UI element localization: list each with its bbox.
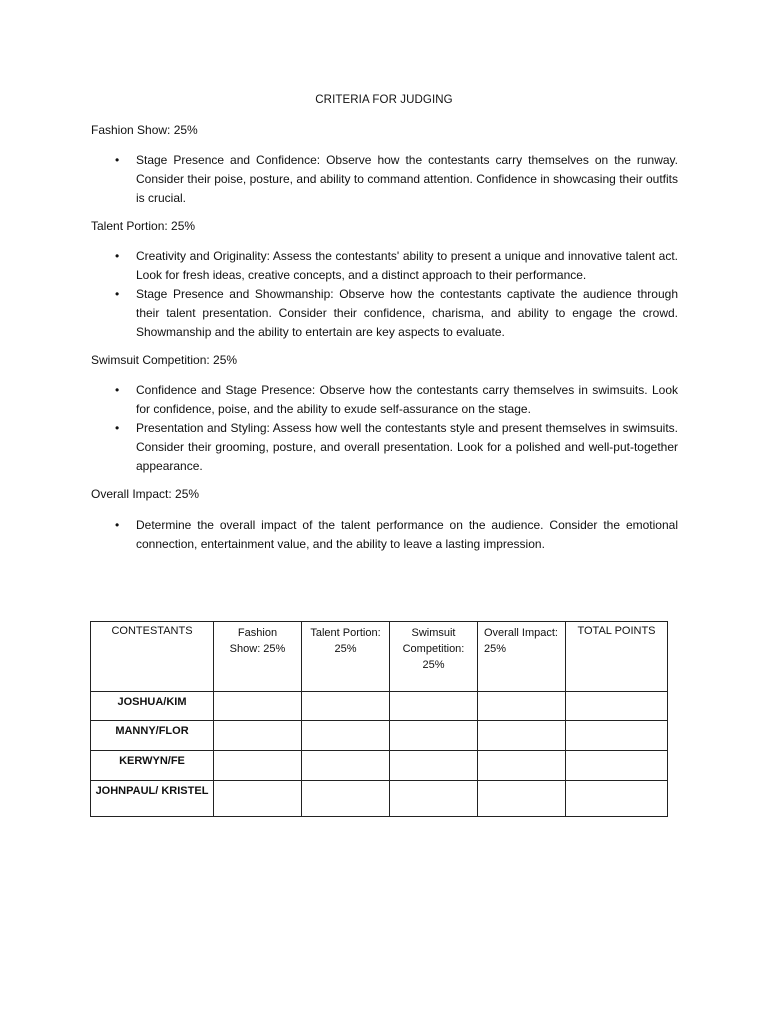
table-row — [91, 751, 668, 781]
bullet-item — [91, 285, 678, 342]
table-row — [91, 781, 668, 817]
bullet-list-overall-impact — [91, 516, 678, 554]
score-cell[interactable] — [214, 721, 302, 751]
bullet-list-talent-portion — [91, 247, 678, 342]
bullet-text: Creativity and Originality: Assess the contestants' ability to present a unique and innovative talent act. Look for fresh ideas, creative concepts, and a distinct approach to their performance. — [136, 249, 678, 282]
score-cell[interactable] — [214, 751, 302, 781]
contestant-name: MANNY/FLOR — [91, 721, 214, 751]
total-cell[interactable] — [566, 751, 668, 781]
bullet-dot: • — [115, 383, 120, 397]
score-cell[interactable] — [390, 781, 478, 817]
header-overall-impact: Overall Impact: 25% — [478, 622, 566, 692]
score-cell[interactable] — [302, 692, 390, 721]
header-talent-portion: Talent Portion: 25% — [302, 622, 390, 692]
score-cell[interactable] — [478, 692, 566, 721]
bullet-text: Determine the overall impact of the talent performance on the audience. Consider the emotional connection, entertainment value, and the ability to leave a lasting impression. — [136, 518, 678, 551]
bullet-dot: • — [115, 249, 120, 263]
score-cell[interactable] — [390, 721, 478, 751]
section-heading-swimsuit-competition: Swimsuit Competition: 25% — [91, 353, 238, 367]
table-row — [91, 692, 668, 721]
score-cell[interactable] — [390, 751, 478, 781]
score-cell[interactable] — [302, 781, 390, 817]
header-swimsuit-competition: Swimsuit Competition: 25% — [390, 622, 478, 692]
bullet-item — [91, 247, 678, 285]
section-heading-fashion-show: Fashion Show: 25% — [91, 123, 198, 137]
total-cell[interactable] — [566, 721, 668, 751]
bullet-list-swimsuit-competition — [91, 381, 678, 476]
score-cell[interactable] — [302, 721, 390, 751]
header-fashion-show: Fashion Show: 25% — [214, 622, 302, 692]
score-cell[interactable] — [478, 721, 566, 751]
bullet-dot: • — [115, 421, 120, 435]
document-title: CRITERIA FOR JUDGING — [315, 94, 453, 106]
bullet-item — [91, 516, 678, 554]
header-contestants: CONTESTANTS — [91, 622, 214, 692]
score-cell[interactable] — [478, 751, 566, 781]
bullet-text: Stage Presence and Showmanship: Observe how the contestants captivate the audience through their talent presentation. Consider their confidence, charisma, and ability to engage the crowd. Showmanship and the ability to entertain are key aspects to evaluate. — [136, 287, 678, 339]
score-cell[interactable] — [302, 751, 390, 781]
header-total-points: TOTAL POINTS — [566, 622, 668, 692]
table-header-row — [91, 622, 668, 692]
score-table — [90, 621, 668, 817]
bullet-dot: • — [115, 518, 120, 532]
score-cell[interactable] — [214, 781, 302, 817]
bullet-dot: • — [115, 287, 120, 301]
bullet-list-fashion-show — [91, 151, 678, 208]
contestant-name: JOHNPAUL/ KRISTEL — [91, 781, 214, 817]
contestant-name: KERWYN/FE — [91, 751, 214, 781]
bullet-item — [91, 151, 678, 208]
section-heading-talent-portion: Talent Portion: 25% — [91, 219, 196, 233]
bullet-item — [91, 381, 678, 419]
section-heading-overall-impact: Overall Impact: 25% — [91, 487, 200, 501]
bullet-text: Confidence and Stage Presence: Observe how the contestants carry themselves in swimsuits. Look for confidence, poise, and the ability to exude self-assurance on the stage. — [136, 383, 678, 416]
score-cell[interactable] — [478, 781, 566, 817]
bullet-text: Stage Presence and Confidence: Observe how the contestants carry themselves on the runway. Consider their poise, posture, and ability to command attention. Confidence in showcasing their outfits is crucial. — [136, 153, 678, 205]
score-cell[interactable] — [214, 692, 302, 721]
bullet-dot: • — [115, 153, 120, 167]
contestant-name: JOSHUA/KIM — [91, 692, 214, 721]
total-cell[interactable] — [566, 781, 668, 817]
score-cell[interactable] — [390, 692, 478, 721]
total-cell[interactable] — [566, 692, 668, 721]
table-row — [91, 721, 668, 751]
bullet-text: Presentation and Styling: Assess how well the contestants style and present themselves in swimsuits. Consider their grooming, posture, and overall presentation. Look for a polished and well-put-together appearance. — [136, 421, 678, 473]
bullet-item — [91, 419, 678, 476]
